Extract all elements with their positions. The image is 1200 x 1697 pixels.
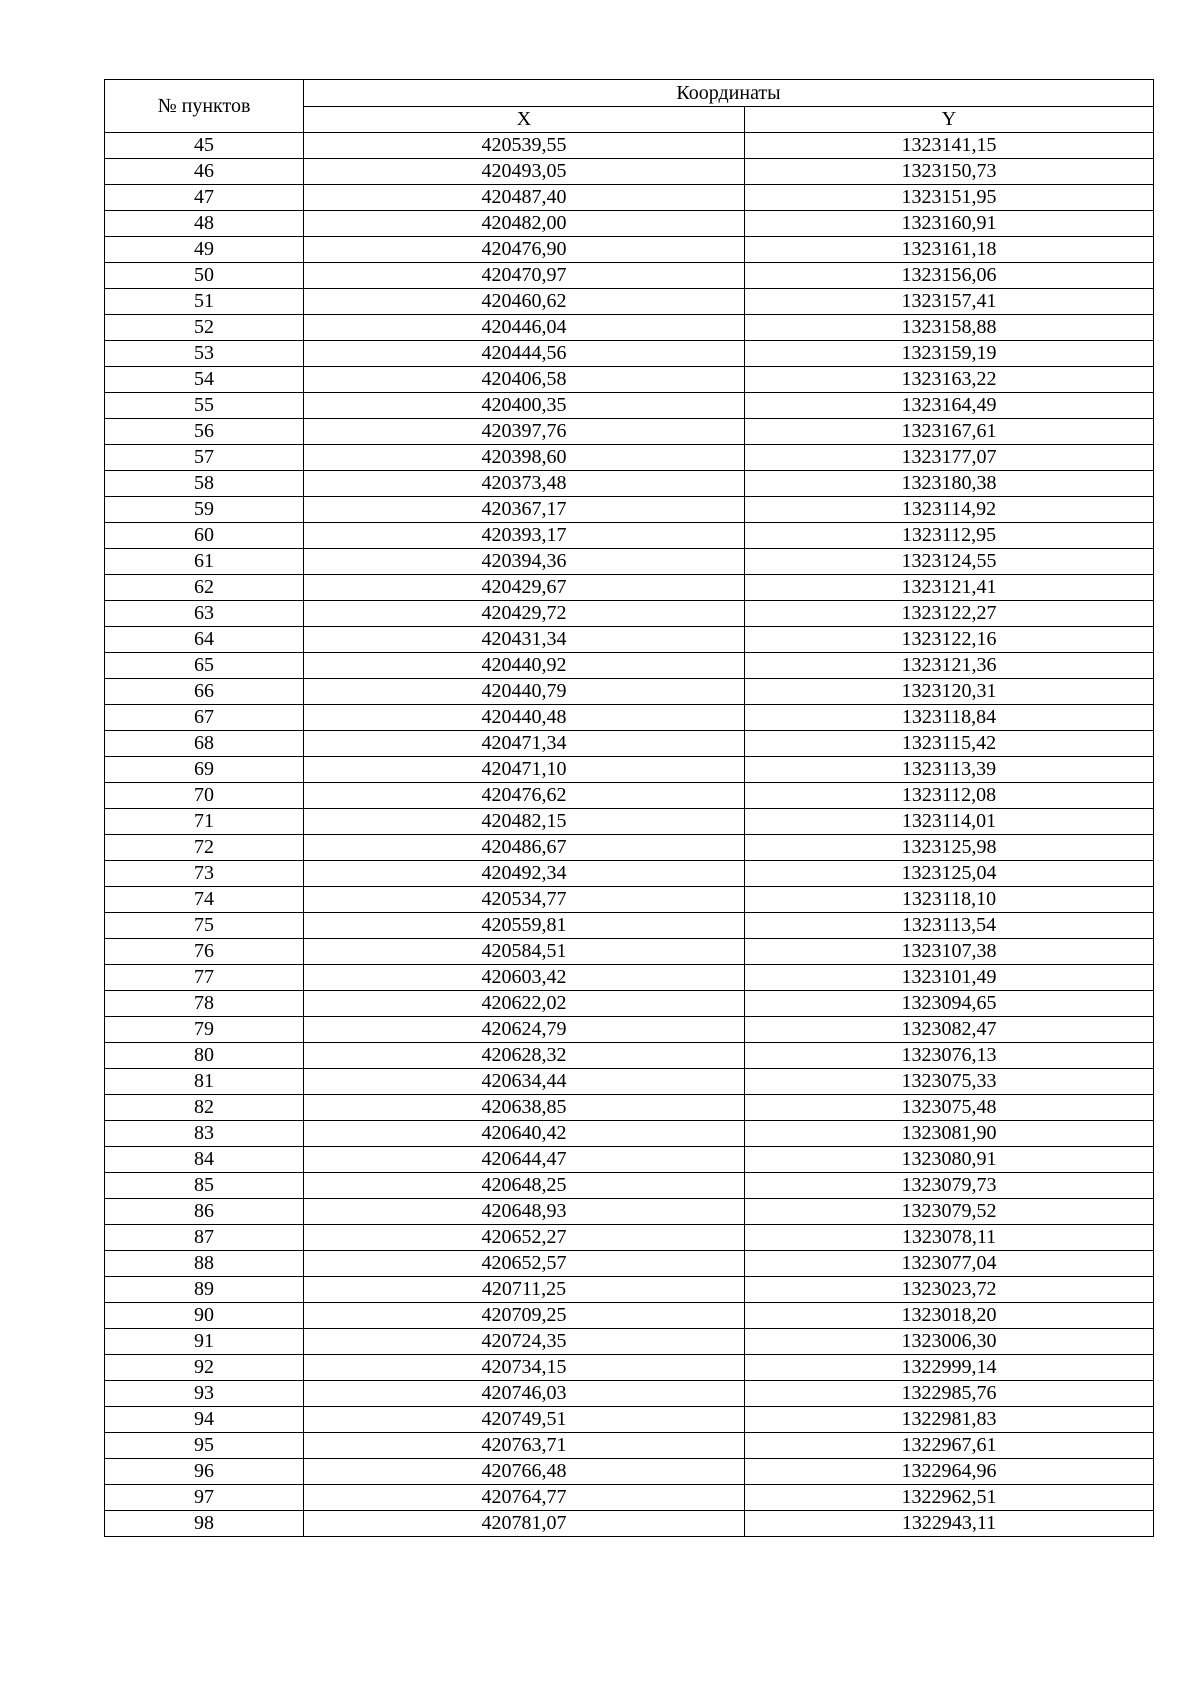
point-number-cell: 50 [105,263,304,289]
x-coordinate-cell: 420482,00 [304,211,745,237]
x-coordinate-cell: 420429,67 [304,575,745,601]
table-row [105,679,1154,705]
y-column-header: Y [745,107,1154,133]
point-number-cell: 63 [105,601,304,627]
table-row [105,991,1154,1017]
point-number-cell: 91 [105,1329,304,1355]
x-coordinate-cell: 420492,34 [304,861,745,887]
x-coordinate-cell: 420638,85 [304,1095,745,1121]
x-coordinate-cell: 420749,51 [304,1407,745,1433]
x-coordinate-cell: 420534,77 [304,887,745,913]
table-row [105,835,1154,861]
y-coordinate-cell: 1323075,48 [745,1095,1154,1121]
table-row [105,419,1154,445]
y-coordinate-cell: 1323118,84 [745,705,1154,731]
x-coordinate-cell: 420539,55 [304,133,745,159]
point-number-cell: 89 [105,1277,304,1303]
table-row [105,575,1154,601]
x-coordinate-cell: 420781,07 [304,1511,745,1537]
point-number-cell: 64 [105,627,304,653]
x-column-header: X [304,107,745,133]
y-coordinate-cell: 1323081,90 [745,1121,1154,1147]
x-coordinate-cell: 420440,48 [304,705,745,731]
y-coordinate-cell: 1323114,92 [745,497,1154,523]
x-coordinate-cell: 420398,60 [304,445,745,471]
table-row [105,1199,1154,1225]
x-coordinate-cell: 420640,42 [304,1121,745,1147]
x-coordinate-cell: 420559,81 [304,913,745,939]
point-number-cell: 81 [105,1069,304,1095]
y-coordinate-cell: 1323121,36 [745,653,1154,679]
y-coordinate-cell: 1323023,72 [745,1277,1154,1303]
y-coordinate-cell: 1323124,55 [745,549,1154,575]
table-row [105,1485,1154,1511]
point-number-cell: 83 [105,1121,304,1147]
point-number-cell: 45 [105,133,304,159]
table-row [105,1095,1154,1121]
table-row [105,1147,1154,1173]
point-number-cell: 46 [105,159,304,185]
point-number-cell: 82 [105,1095,304,1121]
x-coordinate-cell: 420471,10 [304,757,745,783]
point-number-cell: 66 [105,679,304,705]
table-row [105,939,1154,965]
y-coordinate-cell: 1323158,88 [745,315,1154,341]
x-coordinate-cell: 420460,62 [304,289,745,315]
x-coordinate-cell: 420493,05 [304,159,745,185]
y-coordinate-cell: 1323150,73 [745,159,1154,185]
x-coordinate-cell: 420603,42 [304,965,745,991]
table-row [105,393,1154,419]
y-coordinate-cell: 1322943,11 [745,1511,1154,1537]
table-row [105,731,1154,757]
x-coordinate-cell: 420634,44 [304,1069,745,1095]
y-coordinate-cell: 1323157,41 [745,289,1154,315]
y-coordinate-cell: 1323113,39 [745,757,1154,783]
x-coordinate-cell: 420724,35 [304,1329,745,1355]
y-coordinate-cell: 1323161,18 [745,237,1154,263]
x-coordinate-cell: 420394,36 [304,549,745,575]
point-number-cell: 52 [105,315,304,341]
table-row [105,965,1154,991]
table-row [105,1303,1154,1329]
table-row [105,211,1154,237]
y-coordinate-cell: 1323094,65 [745,991,1154,1017]
point-number-cell: 77 [105,965,304,991]
table-row [105,445,1154,471]
x-coordinate-cell: 420746,03 [304,1381,745,1407]
y-coordinate-cell: 1323079,52 [745,1199,1154,1225]
table-row [105,315,1154,341]
point-number-cell: 78 [105,991,304,1017]
point-number-cell: 48 [105,211,304,237]
table-row [105,263,1154,289]
table-row [105,783,1154,809]
point-number-cell: 80 [105,1043,304,1069]
point-number-cell: 58 [105,471,304,497]
y-coordinate-cell: 1323114,01 [745,809,1154,835]
point-number-cell: 98 [105,1511,304,1537]
x-coordinate-cell: 420624,79 [304,1017,745,1043]
point-number-cell: 85 [105,1173,304,1199]
coordinates-table [104,79,1154,1537]
table-row [105,1511,1154,1537]
y-coordinate-cell: 1323160,91 [745,211,1154,237]
x-coordinate-cell: 420763,71 [304,1433,745,1459]
y-coordinate-cell: 1323151,95 [745,185,1154,211]
y-coordinate-cell: 1322985,76 [745,1381,1154,1407]
x-coordinate-cell: 420476,90 [304,237,745,263]
x-coordinate-cell: 420373,48 [304,471,745,497]
y-coordinate-cell: 1322964,96 [745,1459,1154,1485]
y-coordinate-cell: 1323018,20 [745,1303,1154,1329]
x-coordinate-cell: 420487,40 [304,185,745,211]
y-coordinate-cell: 1323101,49 [745,965,1154,991]
x-coordinate-cell: 420470,97 [304,263,745,289]
point-number-cell: 69 [105,757,304,783]
y-coordinate-cell: 1323079,73 [745,1173,1154,1199]
point-number-cell: 88 [105,1251,304,1277]
x-coordinate-cell: 420444,56 [304,341,745,367]
table-row [105,1277,1154,1303]
point-number-cell: 79 [105,1017,304,1043]
point-number-cell: 65 [105,653,304,679]
x-coordinate-cell: 420393,17 [304,523,745,549]
x-coordinate-cell: 420648,93 [304,1199,745,1225]
header-row-top [105,80,1154,107]
table-row [105,653,1154,679]
x-coordinate-cell: 420764,77 [304,1485,745,1511]
x-coordinate-cell: 420766,48 [304,1459,745,1485]
y-coordinate-cell: 1323122,27 [745,601,1154,627]
y-coordinate-cell: 1323077,04 [745,1251,1154,1277]
point-number-cell: 61 [105,549,304,575]
x-coordinate-cell: 420584,51 [304,939,745,965]
point-number-cell: 60 [105,523,304,549]
y-coordinate-cell: 1323115,42 [745,731,1154,757]
table-row [105,1017,1154,1043]
y-coordinate-cell: 1323112,08 [745,783,1154,809]
table-row [105,757,1154,783]
table-row [105,1433,1154,1459]
point-number-cell: 55 [105,393,304,419]
x-coordinate-cell: 420429,72 [304,601,745,627]
table-row [105,185,1154,211]
y-coordinate-cell: 1323082,47 [745,1017,1154,1043]
table-body [105,133,1154,1537]
point-number-cell: 86 [105,1199,304,1225]
y-coordinate-cell: 1323107,38 [745,939,1154,965]
point-number-cell: 62 [105,575,304,601]
table-row [105,1355,1154,1381]
y-coordinate-cell: 1322999,14 [745,1355,1154,1381]
point-number-cell: 57 [105,445,304,471]
point-number-cell: 72 [105,835,304,861]
table-row [105,913,1154,939]
y-coordinate-cell: 1323177,07 [745,445,1154,471]
y-coordinate-cell: 1323122,16 [745,627,1154,653]
y-coordinate-cell: 1323113,54 [745,913,1154,939]
point-number-cell: 67 [105,705,304,731]
point-number-cell: 71 [105,809,304,835]
x-coordinate-cell: 420709,25 [304,1303,745,1329]
x-coordinate-cell: 420648,25 [304,1173,745,1199]
y-coordinate-cell: 1323141,15 [745,133,1154,159]
point-number-cell: 51 [105,289,304,315]
point-number-cell: 76 [105,939,304,965]
y-coordinate-cell: 1323125,04 [745,861,1154,887]
point-number-cell: 95 [105,1433,304,1459]
y-coordinate-cell: 1323121,41 [745,575,1154,601]
y-coordinate-cell: 1323167,61 [745,419,1154,445]
y-coordinate-cell: 1323006,30 [745,1329,1154,1355]
point-number-cell: 70 [105,783,304,809]
point-number-cell: 84 [105,1147,304,1173]
table-row [105,341,1154,367]
x-coordinate-cell: 420440,79 [304,679,745,705]
x-coordinate-cell: 420431,34 [304,627,745,653]
point-number-cell: 56 [105,419,304,445]
points-column-header: № пунктов [105,80,304,133]
point-number-cell: 75 [105,913,304,939]
x-coordinate-cell: 420400,35 [304,393,745,419]
table-row [105,627,1154,653]
table-row [105,601,1154,627]
point-number-cell: 53 [105,341,304,367]
x-coordinate-cell: 420622,02 [304,991,745,1017]
x-coordinate-cell: 420397,76 [304,419,745,445]
y-coordinate-cell: 1323164,49 [745,393,1154,419]
y-coordinate-cell: 1323120,31 [745,679,1154,705]
table-row [105,471,1154,497]
x-coordinate-cell: 420471,34 [304,731,745,757]
x-coordinate-cell: 420628,32 [304,1043,745,1069]
y-coordinate-cell: 1323078,11 [745,1225,1154,1251]
y-coordinate-cell: 1322967,61 [745,1433,1154,1459]
table-row [105,159,1154,185]
x-coordinate-cell: 420644,47 [304,1147,745,1173]
table-row [105,1069,1154,1095]
table-row [105,523,1154,549]
point-number-cell: 93 [105,1381,304,1407]
table-row [105,861,1154,887]
point-number-cell: 47 [105,185,304,211]
table-row [105,1329,1154,1355]
y-coordinate-cell: 1323159,19 [745,341,1154,367]
table-row [105,1459,1154,1485]
y-coordinate-cell: 1323125,98 [745,835,1154,861]
y-coordinate-cell: 1323163,22 [745,367,1154,393]
point-number-cell: 96 [105,1459,304,1485]
table-row [105,1381,1154,1407]
x-coordinate-cell: 420482,15 [304,809,745,835]
point-number-cell: 90 [105,1303,304,1329]
x-coordinate-cell: 420734,15 [304,1355,745,1381]
point-number-cell: 73 [105,861,304,887]
x-coordinate-cell: 420446,04 [304,315,745,341]
table-row [105,809,1154,835]
table-row [105,133,1154,159]
y-coordinate-cell: 1322981,83 [745,1407,1154,1433]
x-coordinate-cell: 420652,27 [304,1225,745,1251]
x-coordinate-cell: 420367,17 [304,497,745,523]
y-coordinate-cell: 1322962,51 [745,1485,1154,1511]
x-coordinate-cell: 420476,62 [304,783,745,809]
table-row [105,1251,1154,1277]
x-coordinate-cell: 420486,67 [304,835,745,861]
table-row [105,549,1154,575]
table-row [105,1043,1154,1069]
y-coordinate-cell: 1323076,13 [745,1043,1154,1069]
point-number-cell: 92 [105,1355,304,1381]
table-row [105,887,1154,913]
x-coordinate-cell: 420652,57 [304,1251,745,1277]
table-row [105,1173,1154,1199]
point-number-cell: 94 [105,1407,304,1433]
table-row [105,1407,1154,1433]
point-number-cell: 68 [105,731,304,757]
point-number-cell: 87 [105,1225,304,1251]
x-coordinate-cell: 420711,25 [304,1277,745,1303]
point-number-cell: 59 [105,497,304,523]
table-header [105,80,1154,133]
point-number-cell: 49 [105,237,304,263]
y-coordinate-cell: 1323156,06 [745,263,1154,289]
y-coordinate-cell: 1323080,91 [745,1147,1154,1173]
y-coordinate-cell: 1323112,95 [745,523,1154,549]
coordinates-group-header: Координаты [304,80,1154,107]
point-number-cell: 97 [105,1485,304,1511]
y-coordinate-cell: 1323075,33 [745,1069,1154,1095]
table-row [105,289,1154,315]
table-row [105,237,1154,263]
y-coordinate-cell: 1323118,10 [745,887,1154,913]
table-row [105,1121,1154,1147]
point-number-cell: 54 [105,367,304,393]
table-row [105,497,1154,523]
x-coordinate-cell: 420440,92 [304,653,745,679]
point-number-cell: 74 [105,887,304,913]
x-coordinate-cell: 420406,58 [304,367,745,393]
table-row [105,367,1154,393]
table-row [105,705,1154,731]
table-row [105,1225,1154,1251]
y-coordinate-cell: 1323180,38 [745,471,1154,497]
